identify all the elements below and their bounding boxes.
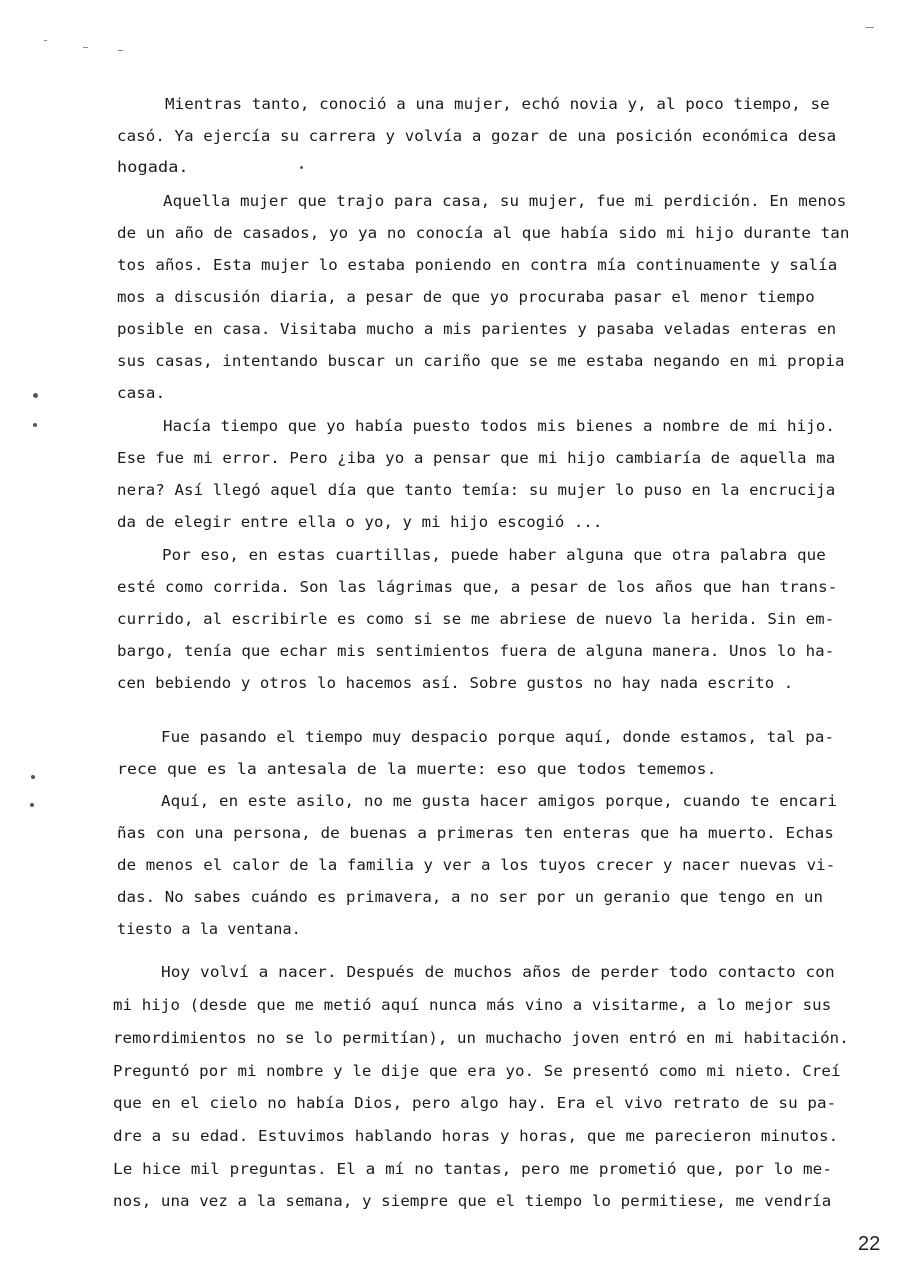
text-line: casó. Ya ejercía su carrera y volvía a gozar de una posición económica desa [117,127,837,145]
text-line: ñas con una persona, de buenas a primeras ten enteras que ha muerto. Echas [117,824,835,842]
scan-mark [44,40,47,41]
text-line: que en el cielo no había Dios, pero algo hay. Era el vivo retrato de su pa- [113,1094,837,1112]
text-line: Hoy volví a nacer. Después de muchos años de perder todo contacto con [161,963,835,981]
scan-speck [33,423,37,427]
scan-mark [866,27,874,28]
text-line: da de elegir entre ella o yo, y mi hijo escogió ... [117,513,603,531]
text-line: esté como corrida. Son las lágrimas que, a pesar de los años que han trans- [117,578,838,596]
text-line: nera? Así llegó aquel día que tanto temía: su mujer lo puso en la encrucija [117,481,836,499]
text-line: rece que es la antesala de la muerte: eso que todos tememos. [117,760,717,778]
scan-speck [31,775,35,779]
text-line: hogada. [117,158,189,176]
text-line: casa. [117,384,166,402]
text-line: currido, al escribirle es como si se me abriese de nuevo la herida. Sin em- [117,610,835,628]
text-line: Aquella mujer que trajo para casa, su mujer, fue mi perdición. En menos [163,192,847,210]
text-line: Le hice mil preguntas. El a mí no tantas, pero me prometió que, por lo me- [113,1160,833,1178]
text-line: cen bebiendo y otros lo hacemos así. Sobre gustos no hay nada escrito . [117,674,794,692]
text-line: posible en casa. Visitaba mucho a mis parientes y pasaba veladas enteras en [117,320,837,338]
text-line: Por eso, en estas cuartillas, puede haber alguna que otra palabra que [162,546,826,564]
scan-mark [83,47,88,48]
text-line: Mientras tanto, conoció a una mujer, echó novia y, al poco tiempo, se [165,95,830,113]
text-line: tiesto a la ventana. [117,920,301,938]
text-line: bargo, tenía que echar mis sentimientos fuera de alguna manera. Unos lo ha- [117,642,835,660]
text-line: Hacía tiempo que yo había puesto todos mis bienes a nombre de mi hijo. [163,417,836,435]
text-line: das. No sabes cuándo es primavera, a no ser por un geranio que tengo en un [117,888,824,906]
text-line: mi hijo (desde que me metió aquí nunca más vino a visitarme, a lo mejor sus [113,996,832,1014]
text-line: sus casas, intentando buscar un cariño que se me estaba negando en mi propia [117,352,845,370]
text-line: Preguntó por mi nombre y le dije que era yo. Se presentó como mi nieto. Creí [113,1062,841,1080]
text-line: de un año de casados, yo ya no conocía al que había sido mi hijo durante tan [117,224,850,242]
text-line: dre a su edad. Estuvimos hablando horas y horas, que me parecieron minutos. [113,1127,839,1145]
scan-speck [33,393,38,398]
text-line: Ese fue mi error. Pero ¿iba yo a pensar que mi hijo cambiaría de aquella ma [117,449,836,467]
text-line: remordimientos no se lo permitían), un muchacho joven entró en mi habitación. [113,1029,849,1047]
scan-speck [300,166,303,169]
page-number: 22 [858,1233,881,1255]
scan-speck [30,803,34,807]
text-line: Fue pasando el tiempo muy despacio porque aquí, donde estamos, tal pa- [161,728,835,746]
text-line: mos a discusión diaria, a pesar de que yo procuraba pasar el menor tiempo [117,288,815,306]
text-line: Aquí, en este asilo, no me gusta hacer amigos porque, cuando te encari [161,792,838,810]
text-line: nos, una vez a la semana, y siempre que el tiempo lo permitiese, me vendría [113,1192,832,1210]
scan-mark [118,50,123,51]
text-line: de menos el calor de la familia y ver a los tuyos crecer y nacer nuevas vi- [117,856,836,874]
text-line: tos años. Esta mujer lo estaba poniendo en contra mía continuamente y salía [117,256,838,274]
